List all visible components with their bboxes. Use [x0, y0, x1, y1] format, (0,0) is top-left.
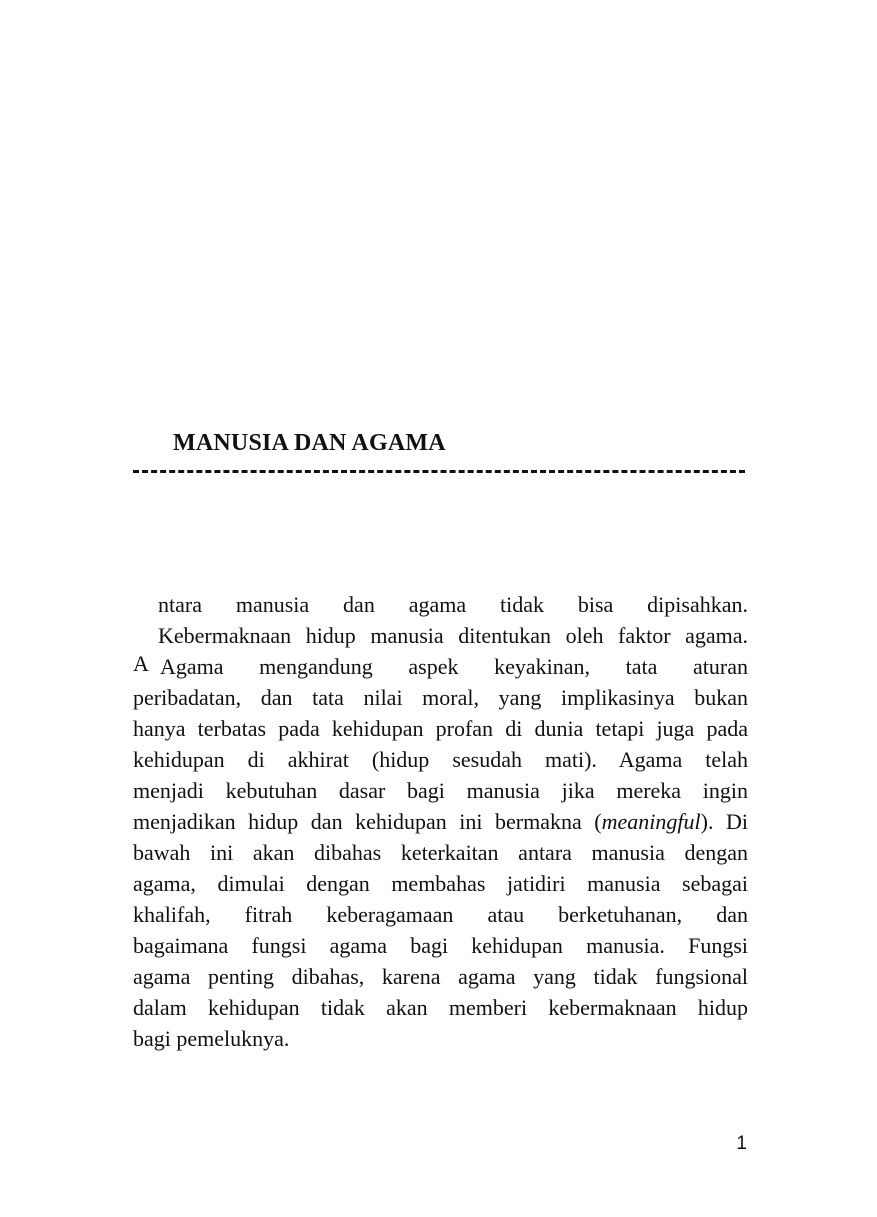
italic-term: meaningful: [601, 809, 701, 834]
paragraph-line: dalam kehidupan tidak akan memberi kebermaknaan hidup: [133, 995, 748, 1020]
paragraph-line: agama penting dibahas, karena agama yang tidak fungsional: [133, 964, 748, 989]
paragraph-line: peribadatan, dan tata nilai moral, yang implikasinya bukan: [133, 685, 748, 710]
paragraph-line: [133, 806, 748, 837]
page-number: 1: [736, 1133, 747, 1154]
paragraph-line: kehidupan di akhirat (hidup sesudah mati). Agama telah: [133, 747, 748, 772]
drop-cap: A: [133, 651, 149, 676]
paragraph-line: Kebermaknaan hidup manusia ditentukan oleh faktor agama.: [158, 623, 748, 648]
paragraph-line: ntara manusia dan agama tidak bisa dipisahkan.: [158, 592, 748, 617]
paragraph-line: agama, dimulai dengan membahas jatidiri manusia sebagai: [133, 871, 748, 896]
paragraph-line: Agama mengandung aspek keyakinan, tata aturan: [160, 654, 748, 679]
line-text: ). Di: [700, 809, 749, 834]
paragraph-line: bagi pemeluknya.: [133, 1026, 290, 1051]
paragraph-line: hanya terbatas pada kehidupan profan di dunia tetapi juga pada: [133, 716, 748, 741]
paragraph-line: bagaimana fungsi agama bagi kehidupan manusia. Fungsi: [133, 933, 748, 958]
paragraph-line: menjadi kebutuhan dasar bagi manusia jika mereka ingin: [133, 778, 748, 803]
title-divider: [133, 470, 745, 473]
line-text: menjadikan hidup dan kehidupan ini bermakna (: [133, 809, 602, 834]
chapter-title: MANUSIA DAN AGAMA: [173, 430, 446, 456]
paragraph-line: bawah ini akan dibahas keterkaitan antara manusia dengan: [133, 840, 748, 865]
paragraph-line: khalifah, fitrah keberagamaan atau berketuhanan, dan: [133, 902, 748, 927]
